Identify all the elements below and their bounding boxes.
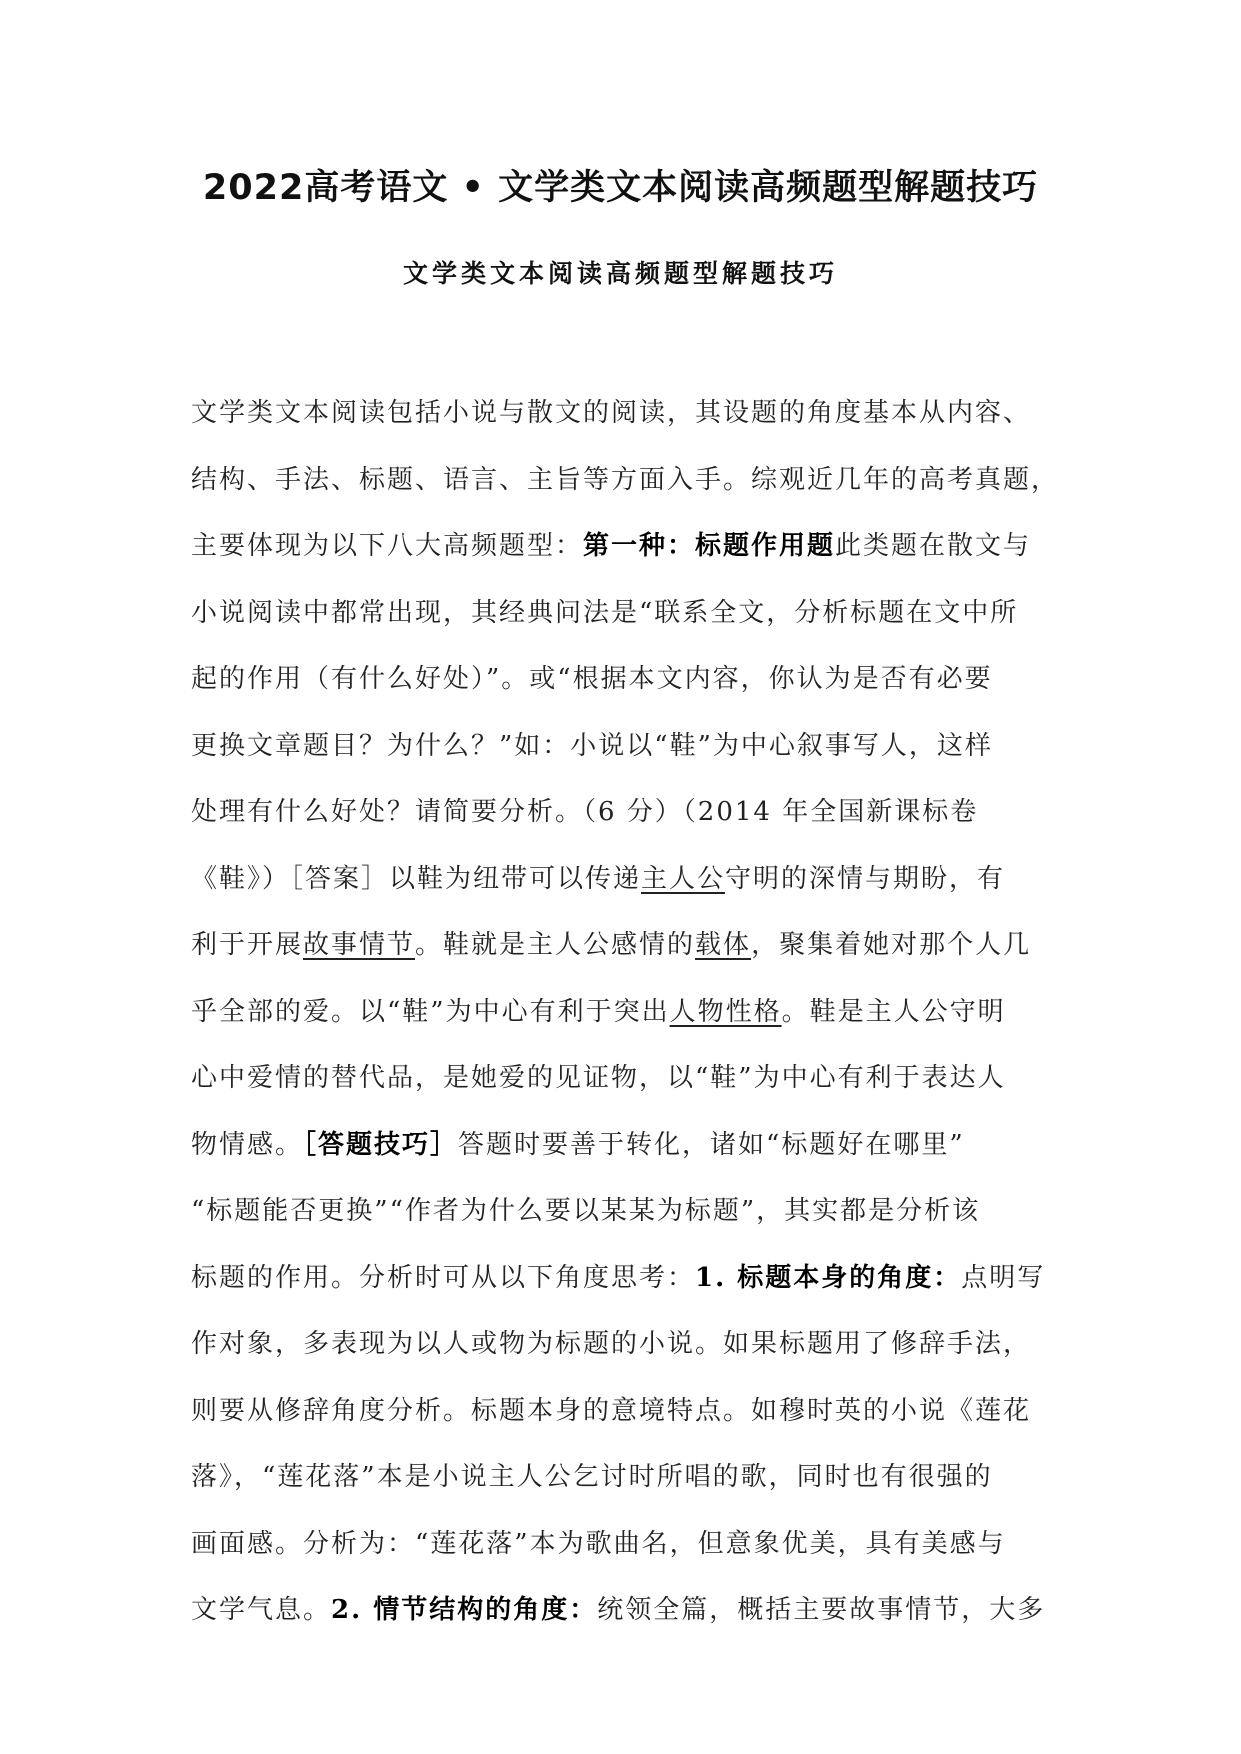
text-segment: 主要体现为以下八大高频题型： <box>191 531 584 561</box>
bold-text: 1. 标题本身的角度： <box>695 1262 962 1293</box>
text-line <box>191 1577 1091 1644</box>
document-subtitle: 文学类文本阅读高频题型解题技巧 <box>402 259 838 288</box>
body-text <box>191 380 1091 1644</box>
text-line <box>191 1378 1091 1445</box>
text-segment: 处理有什么好处？请简要分析。（6 分）（2014 年全国新课标卷 <box>191 797 979 827</box>
text-line <box>191 1511 1091 1578</box>
text-segment: 标题的作用。分析时可从以下角度思考： <box>191 1262 696 1293</box>
text-segment: 《鞋》）［答案］以鞋为纽带可以传递 <box>191 863 642 894</box>
underlined-text: 载体 <box>695 930 752 960</box>
text-segment: 守明的深情与期盼，有 <box>725 863 1006 894</box>
text-line <box>191 447 1091 514</box>
text-line <box>191 580 1091 647</box>
text-segment: 起的作用（有什么好处）”。或“根据本文内容，你认为是否有必要 <box>191 664 993 694</box>
text-segment: 结构、手法、标题、语言、主旨等方面入手。综观近几年的高考真题， <box>191 464 1060 495</box>
text-line <box>191 1045 1091 1112</box>
text-segment: 更换文章题目？为什么？”如：小说以“鞋”为中心叙事写人，这样 <box>191 730 993 761</box>
text-segment: 物情感。 <box>191 1129 304 1160</box>
text-segment: 点明写 <box>961 1262 1046 1293</box>
underlined-text: 人物性格 <box>669 996 782 1027</box>
text-line <box>191 380 1091 447</box>
text-segment: 文学类文本阅读包括小说与散文的阅读，其设题的角度基本从内容、 <box>191 398 1032 428</box>
text-line <box>191 1444 1091 1511</box>
text-segment: 。鞋是主人公守明 <box>781 996 1006 1027</box>
text-segment: 文学气息。 <box>191 1595 332 1625</box>
text-line <box>191 1178 1091 1245</box>
text-line <box>191 646 1091 713</box>
text-segment: 心中爱情的替代品，是她爱的见证物，以“鞋”为中心有利于表达人 <box>191 1063 1006 1093</box>
bold-text: 第一种：标题作用题 <box>583 531 836 561</box>
text-segment: ，聚集着她对那个人几 <box>751 930 1032 960</box>
underlined-text: 故事情节 <box>303 930 416 960</box>
text-segment: 利于开展 <box>191 930 304 960</box>
text-segment: 统领全篇，概括主要故事情节，大多 <box>597 1595 1046 1625</box>
text-line <box>191 1311 1091 1378</box>
text-segment: 乎全部的爱。以“鞋”为中心有利于突出 <box>191 996 670 1027</box>
text-segment: 此类题在散文与 <box>835 531 1032 561</box>
text-line <box>191 846 1091 913</box>
text-line <box>191 979 1091 1046</box>
bold-text: 2. 情节结构的角度： <box>331 1595 598 1625</box>
text-segment: 作对象，多表现为以人或物为标题的小说。如果标题用了修辞手法， <box>191 1329 1032 1359</box>
text-line <box>191 912 1091 979</box>
document-title: 2022高考语文 • 文学类文本阅读高频题型解题技巧 <box>202 168 1039 208</box>
text-line <box>191 1112 1091 1179</box>
text-segment: 落》，“莲花落”本是小说主人公乞讨时所唱的歌，同时也有很强的 <box>191 1462 993 1492</box>
text-segment: 画面感。分析为：“莲花落”本为歌曲名，但意象优美，具有美感与 <box>191 1528 1006 1559</box>
underlined-text: 主人公 <box>641 863 726 894</box>
text-segment: 则要从修辞角度分析。标题本身的意境特点。如穆时英的小说《莲花 <box>191 1395 1032 1426</box>
bold-text: ［答题技巧］ <box>303 1129 459 1160</box>
text-segment: “标题能否更换”“作者为什么要以某某为标题”，其实都是分析该 <box>191 1196 981 1226</box>
text-segment: 。鞋就是主人公感情的 <box>415 930 696 960</box>
text-segment: 答题时要善于转化，诸如“标题好在哪里” <box>458 1129 965 1160</box>
text-line <box>191 513 1091 580</box>
text-line <box>191 713 1091 780</box>
text-line <box>191 779 1091 846</box>
text-segment: 小说阅读中都常出现，其经典问法是“联系全文，分析标题在文中所 <box>191 597 1019 628</box>
text-line <box>191 1245 1091 1312</box>
